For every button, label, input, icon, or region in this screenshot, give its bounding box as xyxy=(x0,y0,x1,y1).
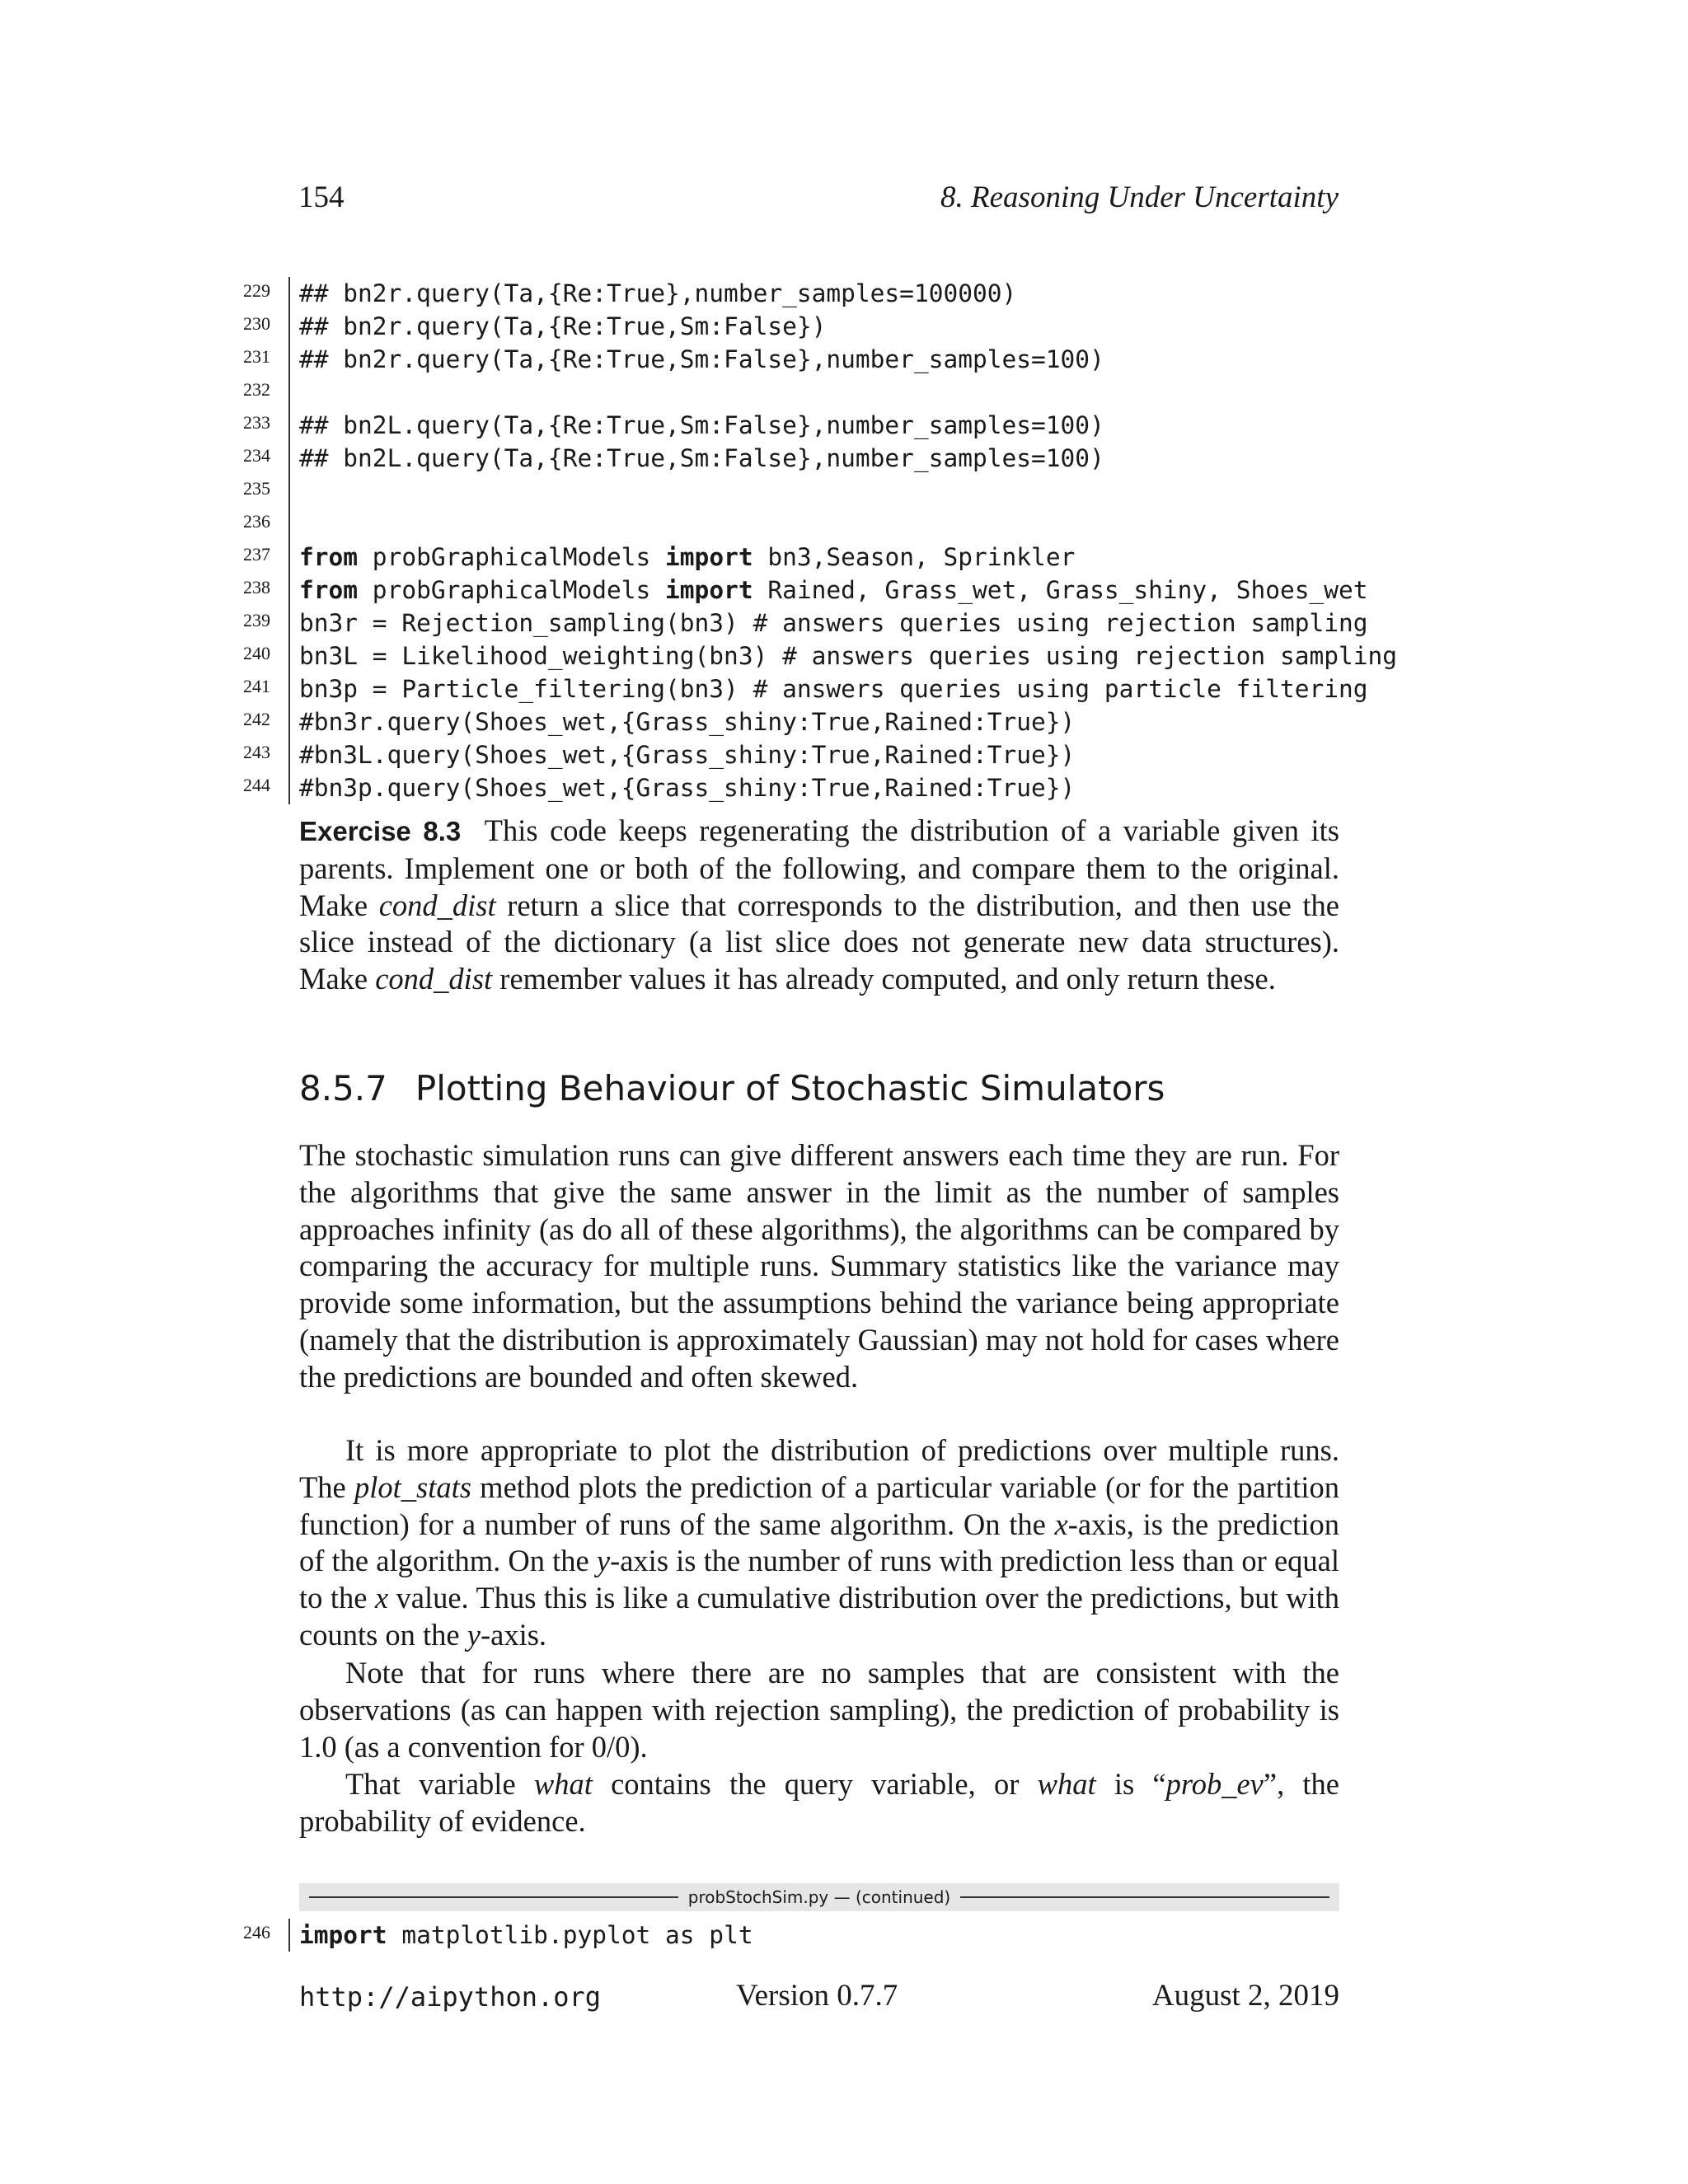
code-text xyxy=(299,673,1368,705)
line-number: 238 xyxy=(243,577,270,598)
line-number: 237 xyxy=(243,544,270,565)
code-segment: probGraphicalModels xyxy=(358,576,666,604)
code-line xyxy=(223,1919,1343,1952)
file-name-bar xyxy=(299,1883,1339,1911)
code-listing-continued xyxy=(223,1919,1343,1952)
code-line xyxy=(223,475,1343,508)
line-number: 240 xyxy=(243,643,270,663)
code-line xyxy=(223,508,1343,541)
code-line xyxy=(223,673,1368,705)
code-text xyxy=(299,442,1104,475)
code-segment: ## bn2r.query(Ta,{Re:True,Sm:False}) xyxy=(299,312,827,340)
code-line xyxy=(223,409,1343,442)
line-number: 244 xyxy=(243,775,270,795)
code-text xyxy=(299,640,1397,673)
footer-url[interactable]: http://aipython.org xyxy=(299,1981,602,2013)
code-keyword: from xyxy=(299,576,359,604)
code-segment: ## bn2L.query(Ta,{Re:True,Sm:False},number_samples=100) xyxy=(299,444,1104,472)
page-number: 154 xyxy=(298,180,345,214)
code-line xyxy=(223,310,1343,343)
code-line xyxy=(223,705,1343,738)
code-line xyxy=(223,640,1398,673)
paragraph-what-variable: That variable what contains the query variable, or what is “prob_ev”, the probability of evidence. xyxy=(299,1767,1340,1838)
code-segment: probGraphicalModels xyxy=(358,543,666,571)
code-segment: Rained, Grass_wet, Grass_shiny, Shoes_wet xyxy=(753,576,1368,604)
code-line xyxy=(223,771,1343,804)
code-line xyxy=(223,574,1368,607)
code-line xyxy=(223,277,1343,310)
code-segment: ## bn2r.query(Ta,{Re:True,Sm:False},number_samples=100) xyxy=(299,345,1104,373)
code-segment: bn3r = Rejection_sampling(bn3) # answers queries using rejection sampling xyxy=(299,609,1368,637)
code-segment: #bn3r.query(Shoes_wet,{Grass_shiny:True,Rained:True}) xyxy=(299,708,1076,736)
rule-left xyxy=(309,1896,678,1898)
chapter-title: 8. Reasoning Under Uncertainty xyxy=(940,180,1339,214)
line-number: 229 xyxy=(243,280,270,301)
code-segment: matplotlib.pyplot as plt xyxy=(387,1921,753,1949)
line-number: 230 xyxy=(243,313,270,334)
line-number: 242 xyxy=(243,709,270,729)
code-text xyxy=(299,607,1368,640)
code-keyword: import xyxy=(665,543,753,571)
code-segment: #bn3p.query(Shoes_wet,{Grass_shiny:True,Rained:True}) xyxy=(299,774,1076,802)
paragraph-plot-stats: It is more appropriate to plot the distribution of predictions over multiple runs. The plot_stats method plots the prediction of a particular variable (or for the partition function) for a number of runs of the same algorithm. On the x-axis, is the prediction of the algorithm. On the y-axis is the number of runs with prediction less than or equal to the x value. Thus this is like a cumulative distribution over the predictions, but with counts on the y-axis. xyxy=(299,1433,1340,1652)
line-number: 234 xyxy=(243,445,270,466)
code-keyword: import xyxy=(665,576,753,604)
footer-date: August 2, 2019 xyxy=(1151,1979,1339,2013)
exercise-label: Exercise 8.3 xyxy=(299,816,462,846)
paragraph-intro: The stochastic simulation runs can give different answers each time they are run. For the algorithms that give the same answer in the limit as the number of samples approaches infinity (as do all of these algorithms), the algorithms can be compared by comparing the accuracy for multiple runs. Summary statistics like the variance may provide some information, but the assumptions behind the variance being appropriate (namely that the distribution is approximately Gaussian) may not hold for cases where the predictions are bounded and often skewed. xyxy=(299,1138,1339,1394)
line-number: 246 xyxy=(243,1922,270,1943)
line-number: 241 xyxy=(243,676,270,696)
code-text xyxy=(299,705,1075,738)
footer-version: Version 0.7.7 xyxy=(736,1979,898,2013)
code-line xyxy=(223,607,1368,640)
code-text xyxy=(299,738,1075,771)
code-segment: ## bn2L.query(Ta,{Re:True,Sm:False},number_samples=100) xyxy=(299,411,1104,439)
code-segment: ## bn2r.query(Ta,{Re:True},number_samples=100000) xyxy=(299,279,1017,307)
line-number: 236 xyxy=(243,511,270,532)
page-header xyxy=(298,180,1339,226)
code-listing xyxy=(223,277,1398,804)
code-line xyxy=(223,343,1343,376)
rule-right xyxy=(960,1896,1329,1898)
code-text xyxy=(299,277,1016,310)
line-number: 243 xyxy=(243,742,270,762)
line-number: 231 xyxy=(243,346,270,367)
code-keyword: import xyxy=(299,1921,387,1949)
section-number: 8.5.7 xyxy=(299,1068,387,1108)
line-number: 239 xyxy=(243,610,270,630)
page-footer xyxy=(299,1978,1339,2019)
line-number: 235 xyxy=(243,478,270,499)
section-heading xyxy=(299,1068,1165,1108)
code-line xyxy=(223,376,1343,409)
code-text xyxy=(299,574,1368,607)
exercise-paragraph: Exercise 8.3 This code keeps regenerating the distribution of a variable given its parents. Implement one or both of the following, and compare them to the original. Make cond_dist return a slice that corresponds to the distribution, and then use the slice instead of the dictionary (a list slice does not generate new data structures). Make cond_dist remember values it has already computed, and only return these. xyxy=(299,813,1339,996)
code-segment: #bn3L.query(Shoes_wet,{Grass_shiny:True,Rained:True}) xyxy=(299,741,1076,769)
code-text xyxy=(299,310,826,343)
code-text xyxy=(299,343,1104,376)
code-segment: bn3L = Likelihood_weighting(bn3) # answers queries using rejection sampling xyxy=(299,642,1398,670)
code-text xyxy=(299,771,1075,804)
code-segment: bn3p = Particle_filtering(bn3) # answers queries using particle filtering xyxy=(299,675,1368,703)
paragraph-rejection-note: Note that for runs where there are no samples that are consistent with the observations (as can happen with rejection sampling), the prediction of probability is 1.0 (as a convention for 0/0). xyxy=(299,1656,1339,1764)
code-keyword: from xyxy=(299,543,359,571)
code-text xyxy=(299,1919,753,1952)
code-line xyxy=(223,541,1343,574)
section-title-text: Plotting Behaviour of Stochastic Simulators xyxy=(415,1068,1165,1108)
code-text xyxy=(299,409,1104,442)
line-number: 232 xyxy=(243,379,270,400)
code-line xyxy=(223,738,1343,771)
code-segment: bn3,Season, Sprinkler xyxy=(753,543,1076,571)
code-text xyxy=(299,541,1075,574)
line-number: 233 xyxy=(243,412,270,433)
file-label: probStochSim.py — (continued) xyxy=(687,1887,951,1907)
code-line xyxy=(223,442,1343,475)
